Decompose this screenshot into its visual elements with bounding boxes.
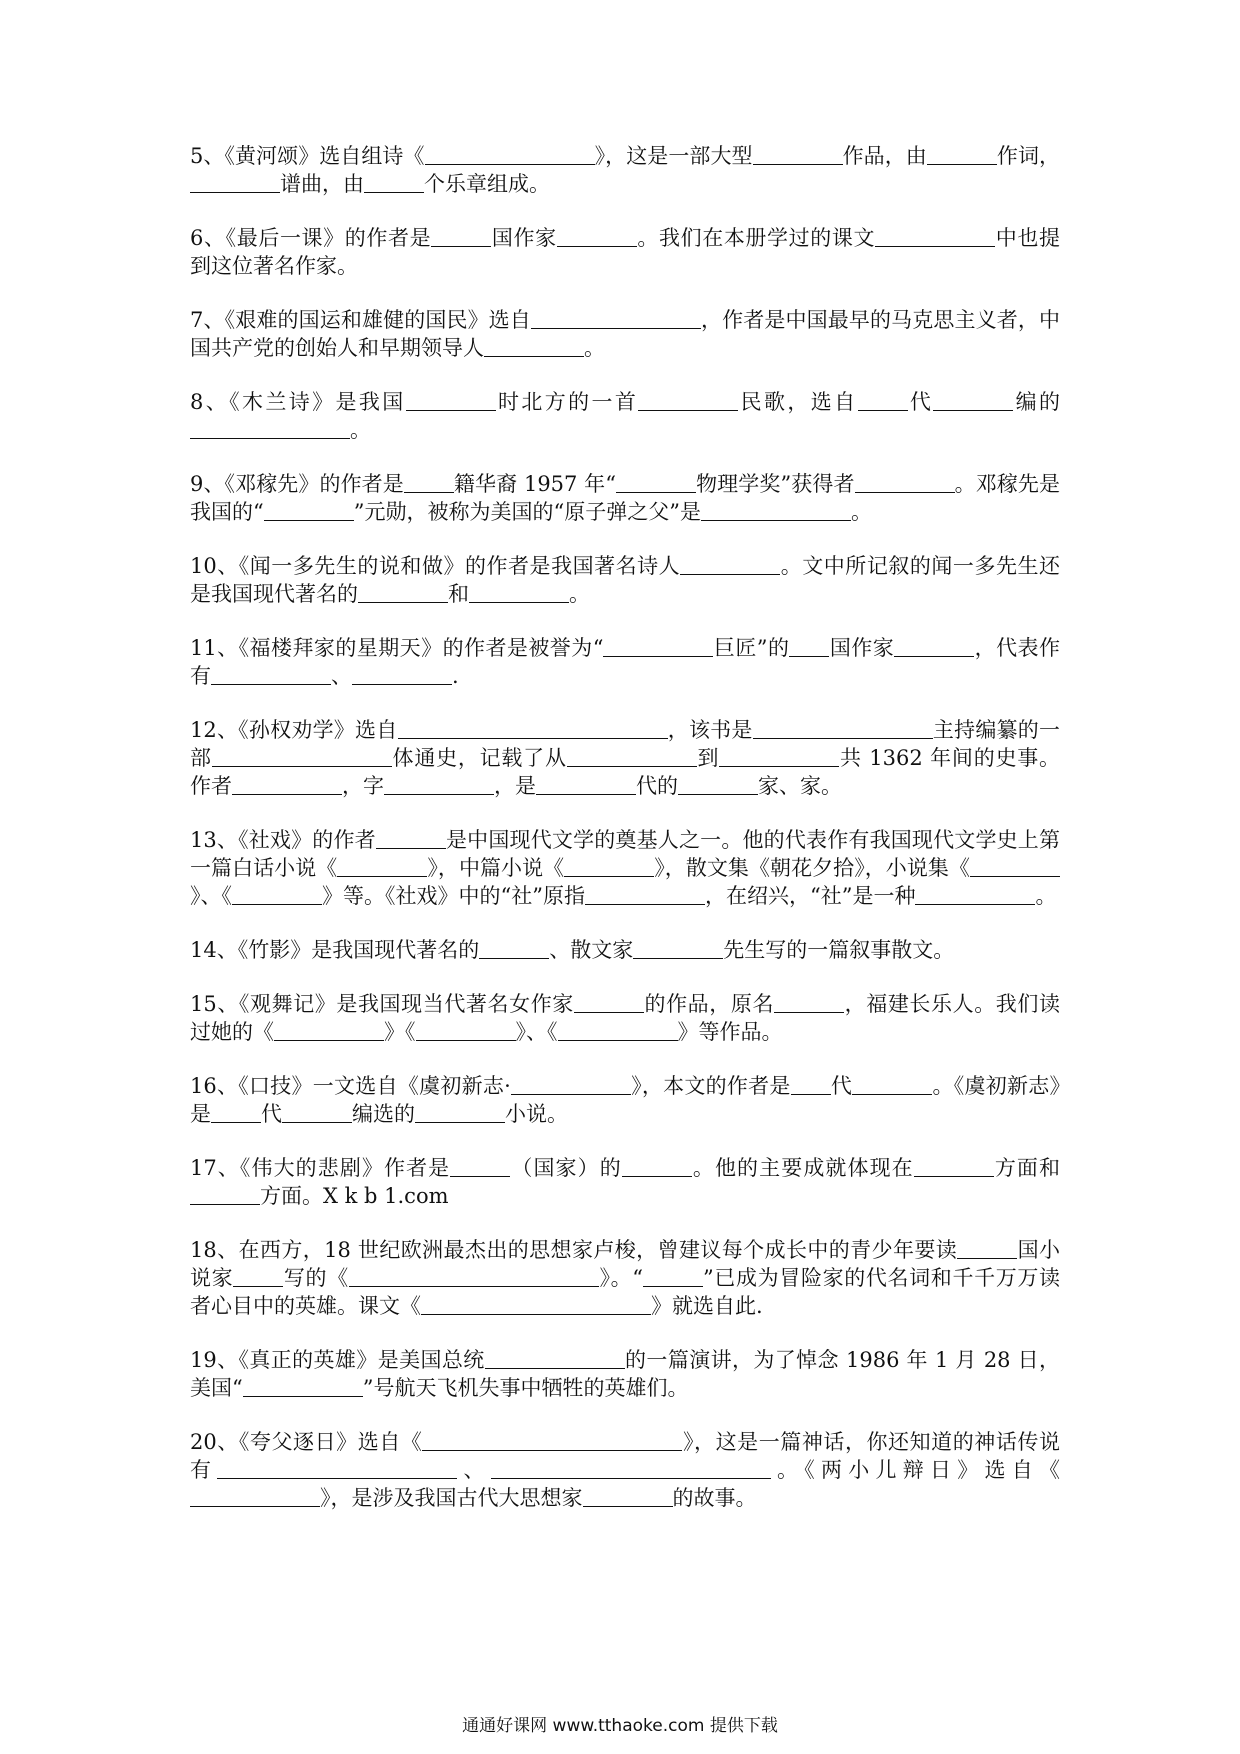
page-footer: 通通好课网 www.tthaoke.com 提供下载 xyxy=(462,1716,778,1736)
question-text: 8、《木兰诗》是我国 xyxy=(190,390,406,414)
question-text: 》，这是一部大型 xyxy=(594,144,753,168)
question-text: 方面和 xyxy=(993,1156,1061,1180)
question-item xyxy=(190,826,1060,910)
question-text: 》、《 xyxy=(515,1020,558,1044)
answer-blank[interactable] xyxy=(282,1100,352,1123)
question-text: 》就选自此. xyxy=(651,1294,763,1318)
answer-blank[interactable] xyxy=(585,882,705,905)
answer-blank[interactable] xyxy=(364,170,424,193)
question-text: 。《两小儿辩日》选自《 xyxy=(770,1458,1060,1482)
question-text: 。邓稼先是我国的“ xyxy=(190,472,1060,524)
answer-blank[interactable] xyxy=(927,142,997,165)
question-text: 》等。《社戏》中的“社”原指 xyxy=(322,884,585,908)
question-text: 16、《口技》一文选自《虞初新志· xyxy=(190,1074,511,1098)
answer-blank[interactable] xyxy=(719,744,839,767)
answer-blank[interactable] xyxy=(469,580,569,603)
question-text: 5、《黄河颂》选自组诗《 xyxy=(190,144,425,168)
answer-blank[interactable] xyxy=(421,1292,651,1315)
question-text: 个乐章组成。 xyxy=(424,172,550,196)
question-text: 》，中篇小说《 xyxy=(427,856,565,880)
answer-blank[interactable] xyxy=(404,470,454,493)
answer-blank[interactable] xyxy=(574,990,644,1013)
answer-blank[interactable] xyxy=(415,1100,505,1123)
question-text: 、散文家 xyxy=(549,938,634,962)
question-text: 谱曲，由 xyxy=(280,172,364,196)
answer-blank[interactable] xyxy=(643,1264,703,1287)
question-text: 。他的主要成就体现在 xyxy=(691,1156,914,1180)
answer-blank[interactable] xyxy=(638,388,738,411)
question-text: 编选的 xyxy=(352,1102,415,1126)
question-text: 作词， xyxy=(996,144,1061,168)
question-item xyxy=(190,990,1060,1046)
question-text: 13、《社戏》的作者 xyxy=(190,828,376,852)
question-text: 代 xyxy=(261,1102,282,1126)
question-text: 小说。 xyxy=(505,1102,568,1126)
answer-blank[interactable] xyxy=(511,1072,631,1095)
question-text: 、 xyxy=(457,1458,491,1482)
question-text: 》、《 xyxy=(190,884,232,908)
answer-blank[interactable] xyxy=(416,1018,516,1041)
answer-blank[interactable] xyxy=(678,772,758,795)
question-item xyxy=(190,936,1060,964)
answer-blank[interactable] xyxy=(337,854,427,877)
question-item xyxy=(190,1154,1060,1210)
question-item xyxy=(190,1346,1060,1402)
answer-blank[interactable] xyxy=(875,224,995,247)
answer-blank[interactable] xyxy=(933,388,1013,411)
answer-blank[interactable] xyxy=(406,388,496,411)
question-text: 。文中所记叙的闻一多先生还是我国现代著名的 xyxy=(190,554,1060,606)
question-text: 主持编纂的一部 xyxy=(190,718,1061,770)
question-text: 11、《福楼拜家的星期天》的作者是被誉为“ xyxy=(190,636,604,660)
question-item xyxy=(190,142,1060,198)
question-text: 、 xyxy=(331,664,352,688)
answer-blank[interactable] xyxy=(680,552,780,575)
answer-blank[interactable] xyxy=(791,1072,831,1095)
question-text: 籍华裔 1957 年“ xyxy=(453,472,616,496)
question-item xyxy=(190,552,1060,608)
question-item xyxy=(190,1236,1060,1320)
question-text: 。 xyxy=(584,336,605,360)
answer-blank[interactable] xyxy=(701,498,851,521)
question-text: ”已成为冒险家的代名词和千千万万读者心目中的英雄。课文《 xyxy=(190,1266,1060,1318)
question-text: 国作家 xyxy=(829,636,895,660)
question-item xyxy=(190,470,1060,526)
question-item xyxy=(190,634,1060,690)
question-text: 到 xyxy=(696,746,720,770)
answer-blank[interactable] xyxy=(384,772,494,795)
question-text: 17、《伟大的悲剧》作者是 xyxy=(190,1156,451,1180)
answer-blank[interactable] xyxy=(603,634,713,657)
answer-blank[interactable] xyxy=(616,470,696,493)
question-text: ，代表作有 xyxy=(190,636,1060,688)
question-text: 20、《夸父逐日》选自《 xyxy=(190,1430,423,1454)
answer-blank[interactable] xyxy=(211,1100,261,1123)
answer-blank[interactable] xyxy=(233,1264,283,1287)
answer-blank[interactable] xyxy=(583,1484,673,1507)
worksheet xyxy=(190,142,1060,1538)
answer-blank[interactable] xyxy=(264,498,354,521)
question-text: 》，这是一篇神话，你还知道的神话传说有 xyxy=(190,1430,1060,1482)
answer-blank[interactable] xyxy=(450,1154,510,1177)
question-text: 代的 xyxy=(636,774,678,798)
question-text: 先生写的一篇叙事散文。 xyxy=(723,938,955,962)
answer-blank[interactable] xyxy=(753,716,933,739)
answer-blank[interactable] xyxy=(970,854,1060,877)
question-text: 》。“ xyxy=(598,1266,644,1290)
answer-blank[interactable] xyxy=(212,744,392,767)
answer-blank[interactable] xyxy=(358,580,448,603)
question-text: ，该书是 xyxy=(667,718,753,742)
question-text: ”元勋，被称为美国的“原子弹之父”是 xyxy=(353,500,701,524)
answer-blank[interactable] xyxy=(855,470,955,493)
answer-blank[interactable] xyxy=(915,882,1035,905)
question-text: 18、在西方，18 世纪欧洲最杰出的思想家卢梭，曾建议每个成长中的青少年要读 xyxy=(190,1238,958,1262)
answer-blank[interactable] xyxy=(274,1018,384,1041)
question-item xyxy=(190,1072,1060,1128)
answer-blank[interactable] xyxy=(398,716,668,739)
answer-blank[interactable] xyxy=(190,416,350,439)
answer-blank[interactable] xyxy=(567,744,697,767)
answer-blank[interactable] xyxy=(479,936,549,959)
question-text: 国小说家 xyxy=(190,1238,1060,1290)
answer-blank[interactable] xyxy=(536,772,636,795)
question-text: （国家）的 xyxy=(510,1156,622,1180)
question-text: 体通史，记载了从 xyxy=(391,746,567,770)
answer-blank[interactable] xyxy=(557,224,637,247)
question-text: 》《 xyxy=(384,1020,416,1044)
answer-blank[interactable] xyxy=(431,224,491,247)
answer-blank[interactable] xyxy=(491,1456,771,1479)
question-text: 时北方的一首 xyxy=(495,390,639,414)
answer-blank[interactable] xyxy=(852,1072,932,1095)
answer-blank[interactable] xyxy=(633,936,723,959)
question-text: 物理学奖”获得者 xyxy=(696,472,855,496)
answer-blank[interactable] xyxy=(622,1154,692,1177)
answer-blank[interactable] xyxy=(753,142,843,165)
question-text: . xyxy=(452,664,459,688)
question-text: 国作家 xyxy=(491,226,557,250)
question-text: 10、《闻一多先生的说和做》的作者是我国著名诗人 xyxy=(190,554,681,578)
question-text: 。我们在本册学过的课文 xyxy=(636,226,876,250)
question-text: 的故事。 xyxy=(672,1486,757,1510)
question-text: 12、《孙权劝学》选自 xyxy=(190,718,398,742)
answer-blank[interactable] xyxy=(211,662,331,685)
answer-blank[interactable] xyxy=(422,1428,682,1451)
question-text: 。 xyxy=(850,500,872,524)
answer-blank[interactable] xyxy=(894,634,974,657)
question-text: 写的《 xyxy=(283,1266,349,1290)
question-text: 代 xyxy=(907,390,934,414)
answer-blank[interactable] xyxy=(232,882,322,905)
question-text: 家、 xyxy=(758,774,800,798)
question-text: 民歌，选自 xyxy=(738,390,858,414)
question-text: 作品，由 xyxy=(842,144,927,168)
question-text: 。 xyxy=(1035,884,1057,908)
question-text: 6、《最后一课》的作者是 xyxy=(190,226,432,250)
answer-blank[interactable] xyxy=(243,1374,363,1397)
answer-blank[interactable] xyxy=(217,1456,457,1479)
question-text: 代 xyxy=(830,1074,853,1098)
question-text: 编的 xyxy=(1013,390,1060,414)
question-text: 和 xyxy=(448,582,469,606)
question-text: 。 xyxy=(350,418,371,442)
answer-blank[interactable] xyxy=(531,306,701,329)
question-text: 的作品，原名 xyxy=(643,992,775,1016)
question-text: 》，是涉及我国古代大思想家 xyxy=(320,1486,583,1510)
question-text: ，福建长乐人。我们读过她的《 xyxy=(190,992,1060,1044)
answer-blank[interactable] xyxy=(425,142,595,165)
answer-blank[interactable] xyxy=(564,854,654,877)
answer-blank[interactable] xyxy=(558,1018,678,1041)
question-item xyxy=(190,388,1060,444)
question-item xyxy=(190,1428,1060,1512)
answer-blank[interactable] xyxy=(789,634,829,657)
answer-blank[interactable] xyxy=(232,772,342,795)
question-text: 14、《竹影》是我国现代著名的 xyxy=(190,938,480,962)
question-text: 中也提到这位著名作家。 xyxy=(190,226,1060,278)
answer-blank[interactable] xyxy=(858,388,908,411)
question-text: 7、《艰难的国运和雄健的国民》选自 xyxy=(190,308,531,332)
question-item xyxy=(190,306,1060,362)
question-text: 巨匠”的 xyxy=(713,636,790,660)
question-text: 》，散文集《朝花夕拾》，小说集《 xyxy=(654,856,970,880)
question-item xyxy=(190,224,1060,280)
question-text: 》等作品。 xyxy=(677,1020,783,1044)
question-text: 9、《邓稼先》的作者是 xyxy=(190,472,404,496)
question-text: 》，本文的作者是 xyxy=(630,1074,791,1098)
question-text: ，是 xyxy=(494,774,536,798)
answer-blank[interactable] xyxy=(352,662,452,685)
question-text: ，作者是中国最早的马克思主义者，中国共产党的创始人和早期领导人 xyxy=(190,308,1061,360)
question-text: 。《虞初新志》是 xyxy=(190,1074,1061,1126)
answer-blank[interactable] xyxy=(957,1236,1017,1259)
question-text: 共 1362 年间的史事。作者 xyxy=(190,746,1061,798)
answer-blank[interactable] xyxy=(376,826,446,849)
question-text: 家。 xyxy=(800,774,842,798)
answer-blank[interactable] xyxy=(774,990,844,1013)
answer-blank[interactable] xyxy=(914,1154,994,1177)
question-text: ，字 xyxy=(342,774,384,798)
answer-blank[interactable] xyxy=(190,1182,260,1205)
answer-blank[interactable] xyxy=(485,1346,625,1369)
answer-blank[interactable] xyxy=(190,170,280,193)
question-text: ”号航天飞机失事中牺牲的英雄们。 xyxy=(362,1376,689,1400)
answer-blank[interactable] xyxy=(190,1484,320,1507)
question-text: 的一篇演讲，为了悼念 1986 年 1 月 28 日，美国“ xyxy=(190,1348,1060,1400)
question-item xyxy=(190,716,1060,800)
question-text: 。 xyxy=(569,582,590,606)
answer-blank[interactable] xyxy=(484,334,584,357)
question-text: 15、《观舞记》是我国现当代著名女作家 xyxy=(190,992,574,1016)
question-text: 是中国现代文学的奠基人之一。他的代表作有我国现代文学史上第一篇白话小说《 xyxy=(190,828,1060,880)
answer-blank[interactable] xyxy=(349,1264,599,1287)
question-text: 方面。X k b 1.com xyxy=(260,1184,449,1208)
question-text: ，在绍兴，“社”是一种 xyxy=(704,884,916,908)
question-text: 19、《真正的英雄》是美国总统 xyxy=(190,1348,485,1372)
